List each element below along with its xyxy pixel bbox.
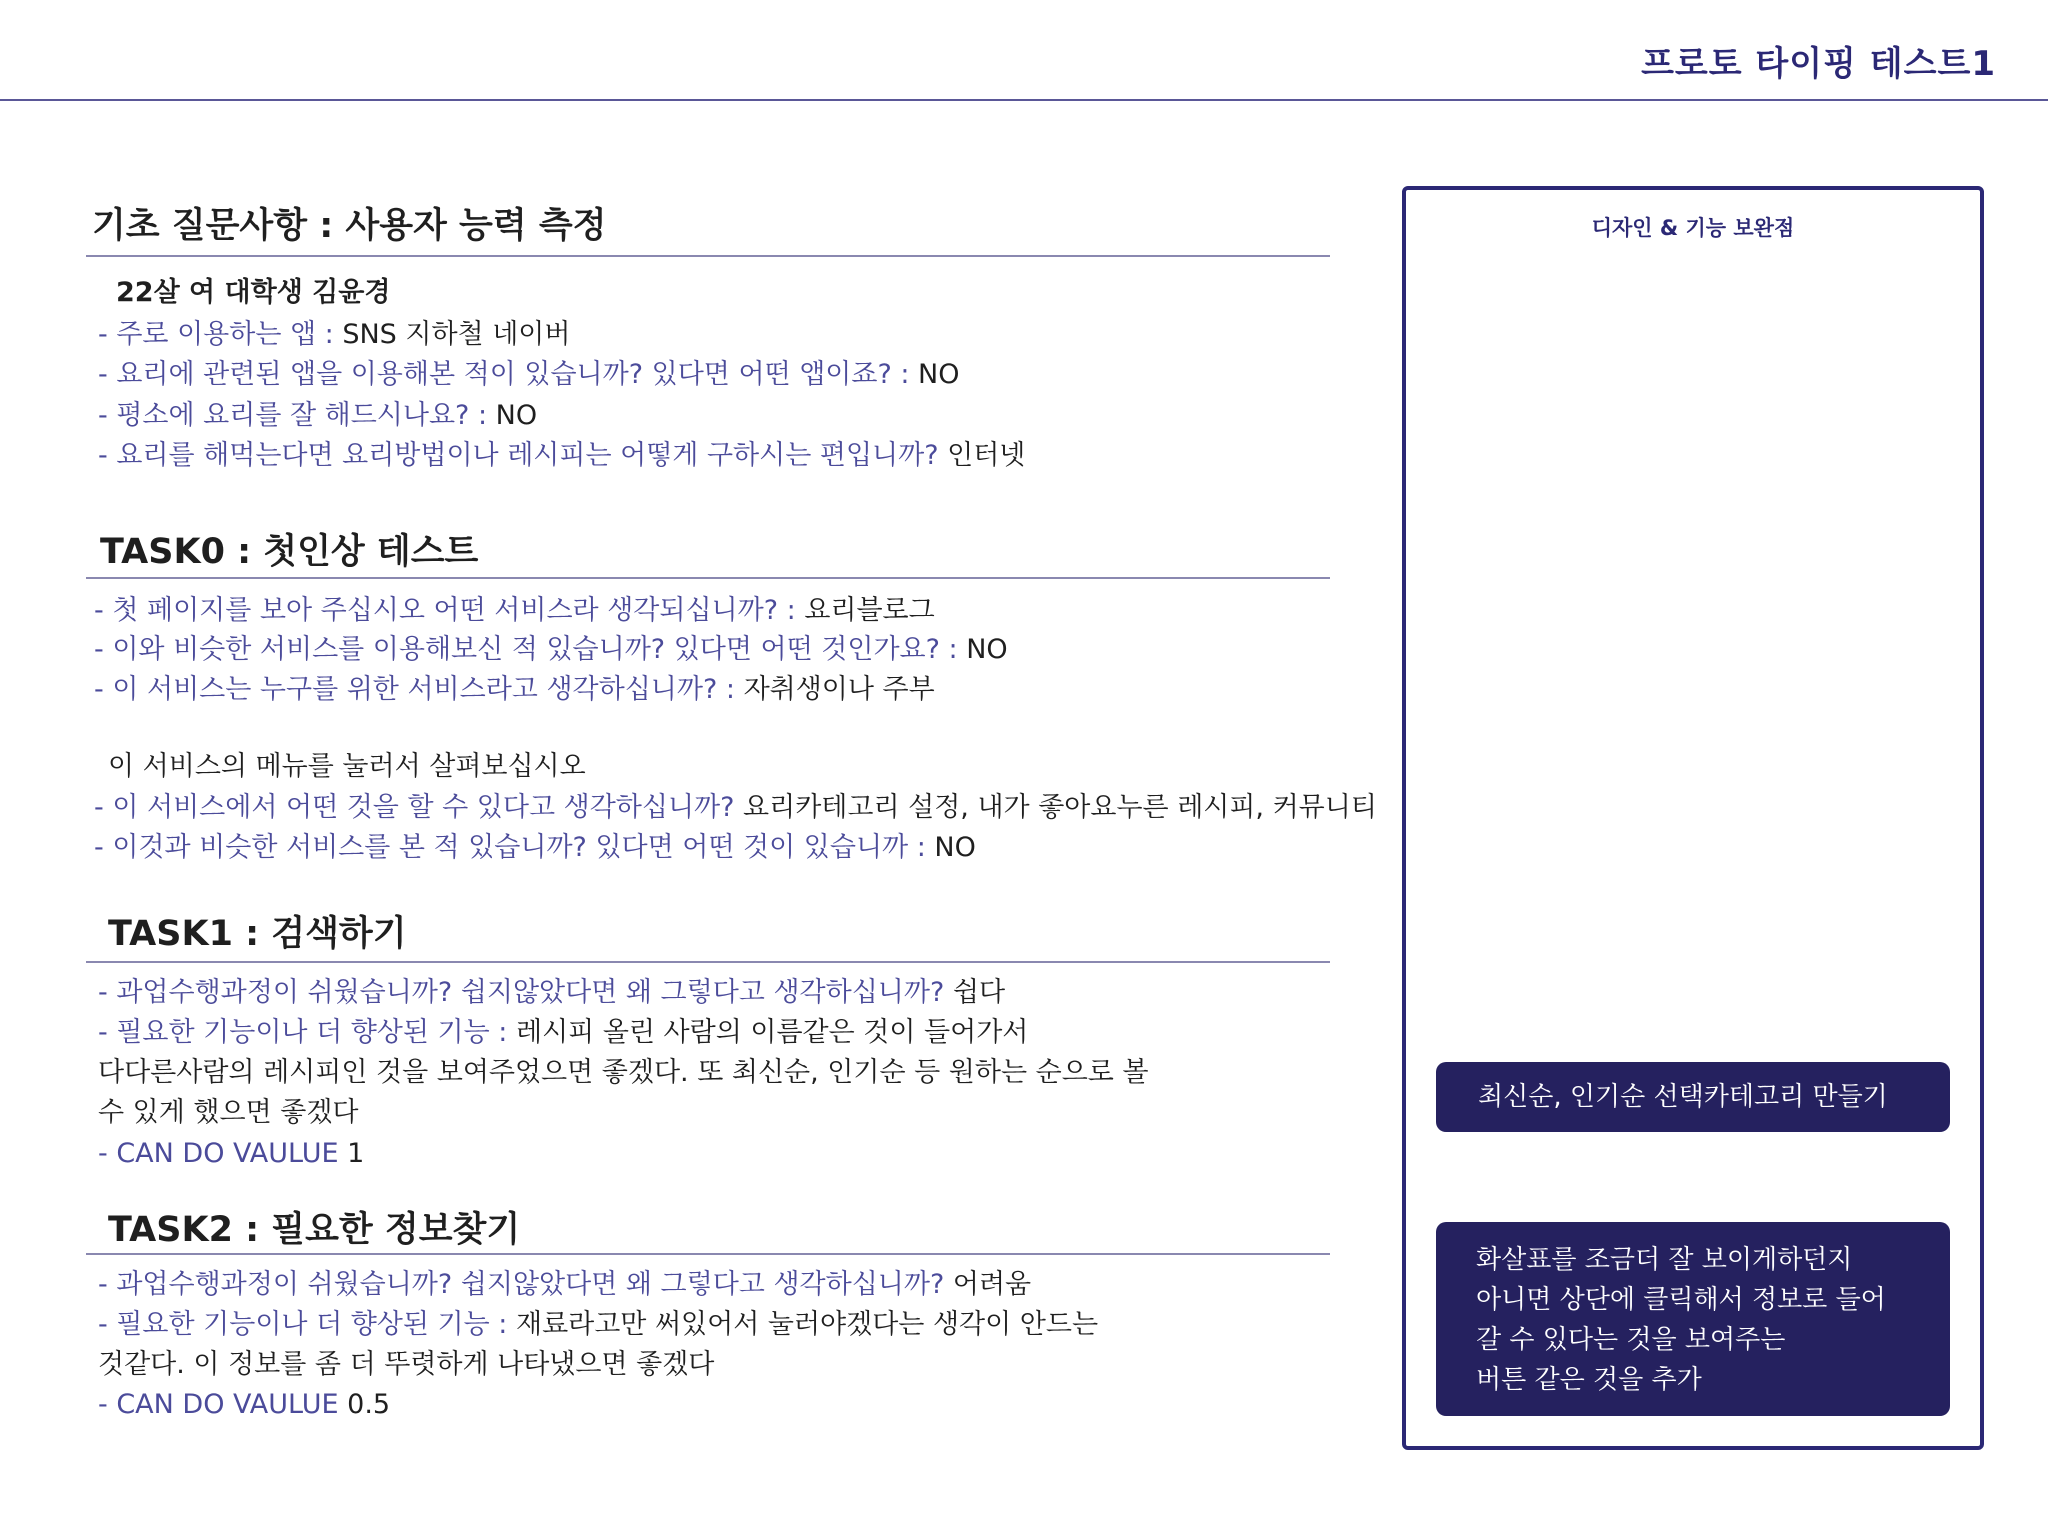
- answer-text: NO: [495, 400, 538, 431]
- task1-feature-request-line2: 다다른사람의 레시피인 것을 보여주었으면 좋겠다. 또 최신순, 인기순 등 원하는 순으로 볼: [98, 1057, 1149, 1088]
- answer-text: 재료라고만 써있어서 눌러야겠다는 생각이 안드는: [515, 1309, 1099, 1340]
- task0-question-2: [94, 630, 1008, 670]
- task0-menu-question-1: [94, 788, 1377, 828]
- question-text: - 주로 이용하는 앱 :: [98, 319, 343, 350]
- improvement-note-arrow-button: [1436, 1222, 1950, 1416]
- task2-feature-request: [98, 1305, 1098, 1345]
- answer-text: 레시피 올린 사람의 이름같은 것이 들어가서: [515, 1017, 1029, 1048]
- task0-question-3: [94, 670, 935, 710]
- answer-text: 쉽다: [952, 977, 1006, 1008]
- question-text: - 이것과 비슷한 서비스를 본 적 있습니까? 있다면 어떤 것이 있습니까 :: [94, 832, 935, 863]
- task0-question-1: [94, 591, 935, 631]
- question-text: - 평소에 요리를 잘 해드시나요? :: [98, 400, 496, 431]
- section-divider-task1: [86, 961, 1330, 963]
- section-title-task0: TASK0 : 첫인상 테스트: [100, 532, 479, 572]
- menu-instruction: 이 서비스의 메뉴를 눌러서 살펴보십시오: [108, 751, 586, 782]
- question-text: - 이 서비스는 누구를 위한 서비스라고 생각하십니까? :: [94, 674, 744, 705]
- question-text: - 첫 페이지를 보아 주십시오 어떤 서비스라 생각되십니까? :: [94, 595, 805, 626]
- question-text: - 필요한 기능이나 더 향상된 기능 :: [98, 1017, 516, 1048]
- can-do-label: - CAN DO VAULUE: [98, 1389, 348, 1420]
- answer-text: NO: [918, 359, 960, 390]
- answer-text: SNS 지하철 네이버: [342, 319, 571, 350]
- answer-text: NO: [934, 832, 976, 863]
- section-divider-basic: [86, 255, 1330, 257]
- task1-feature-request-line3: 수 있게 했으면 좋겠다: [98, 1097, 359, 1128]
- answer-text: 자취생이나 주부: [743, 674, 935, 705]
- answer-text: 요리블로그: [804, 595, 935, 626]
- note-line: 아니면 상단에 클릭해서 정보로 들어: [1476, 1285, 1886, 1315]
- panel-title: 디자인 & 기능 보완점: [1591, 216, 1795, 240]
- task1-can-do-value: [98, 1134, 364, 1174]
- can-do-number: 1: [347, 1138, 365, 1169]
- improvement-note-sort-category: 최신순, 인기순 선택카테고리 만들기: [1436, 1062, 1950, 1132]
- question-text: - 과업수행과정이 쉬웠습니까? 쉽지않았다면 왜 그렇다고 생각하십니까?: [98, 1269, 953, 1300]
- header-divider: [0, 99, 2048, 101]
- section-divider-task2: [86, 1253, 1330, 1255]
- section-title-task1: TASK1 : 검색하기: [108, 914, 407, 954]
- answer-text: NO: [966, 634, 1008, 665]
- note-line: 갈 수 있다는 것을 보여주는: [1476, 1325, 1786, 1355]
- task2-feature-request-line2: 것같다. 이 정보를 좀 더 뚜렷하게 나타냈으면 좋겠다: [98, 1349, 715, 1380]
- question-text: - 이 서비스에서 어떤 것을 할 수 있다고 생각하십니까?: [94, 792, 744, 823]
- question-text: - 과업수행과정이 쉬웠습니까? 쉽지않았다면 왜 그렇다고 생각하십니까?: [98, 977, 953, 1008]
- question-text: - 요리를 해먹는다면 요리방법이나 레시피는 어떻게 구하시는 편입니까?: [98, 440, 948, 471]
- note-line: 화살표를 조금더 잘 보이게하던지: [1476, 1245, 1853, 1275]
- task1-difficulty: [98, 973, 1005, 1013]
- basic-question-1: [98, 315, 570, 355]
- task2-can-do-value: [98, 1385, 390, 1425]
- question-text: - 필요한 기능이나 더 향상된 기능 :: [98, 1309, 516, 1340]
- improvements-panel: [1402, 186, 1984, 1450]
- basic-question-3: [98, 396, 537, 436]
- can-do-number: 0.5: [347, 1389, 391, 1420]
- task2-difficulty: [98, 1265, 1031, 1305]
- basic-question-2: [98, 355, 960, 395]
- answer-text: 어려움: [952, 1269, 1032, 1300]
- interviewee-info: 22살 여 대학생 김윤경: [116, 277, 391, 308]
- basic-question-4: [98, 436, 1025, 476]
- note-line: 버튼 같은 것을 추가: [1476, 1365, 1702, 1395]
- section-title-basic: 기초 질문사항 : 사용자 능력 측정: [92, 206, 607, 246]
- answer-text: 요리카테고리 설정, 내가 좋아요누른 레시피, 커뮤니티: [743, 792, 1377, 823]
- page-title: 프로토 타이핑 테스트1: [1641, 44, 1996, 84]
- section-title-task2: TASK2 : 필요한 정보찾기: [108, 1210, 521, 1250]
- section-divider-task0: [86, 577, 1330, 579]
- question-text: - 요리에 관련된 앱을 이용해본 적이 있습니까? 있다면 어떤 앱이죠? :: [98, 359, 919, 390]
- task0-menu-question-2: [94, 828, 976, 868]
- question-text: - 이와 비슷한 서비스를 이용해보신 적 있습니까? 있다면 어떤 것인가요? :: [94, 634, 967, 665]
- task1-feature-request: [98, 1013, 1028, 1053]
- answer-text: 인터넷: [947, 440, 1026, 471]
- can-do-label: - CAN DO VAULUE: [98, 1138, 348, 1169]
